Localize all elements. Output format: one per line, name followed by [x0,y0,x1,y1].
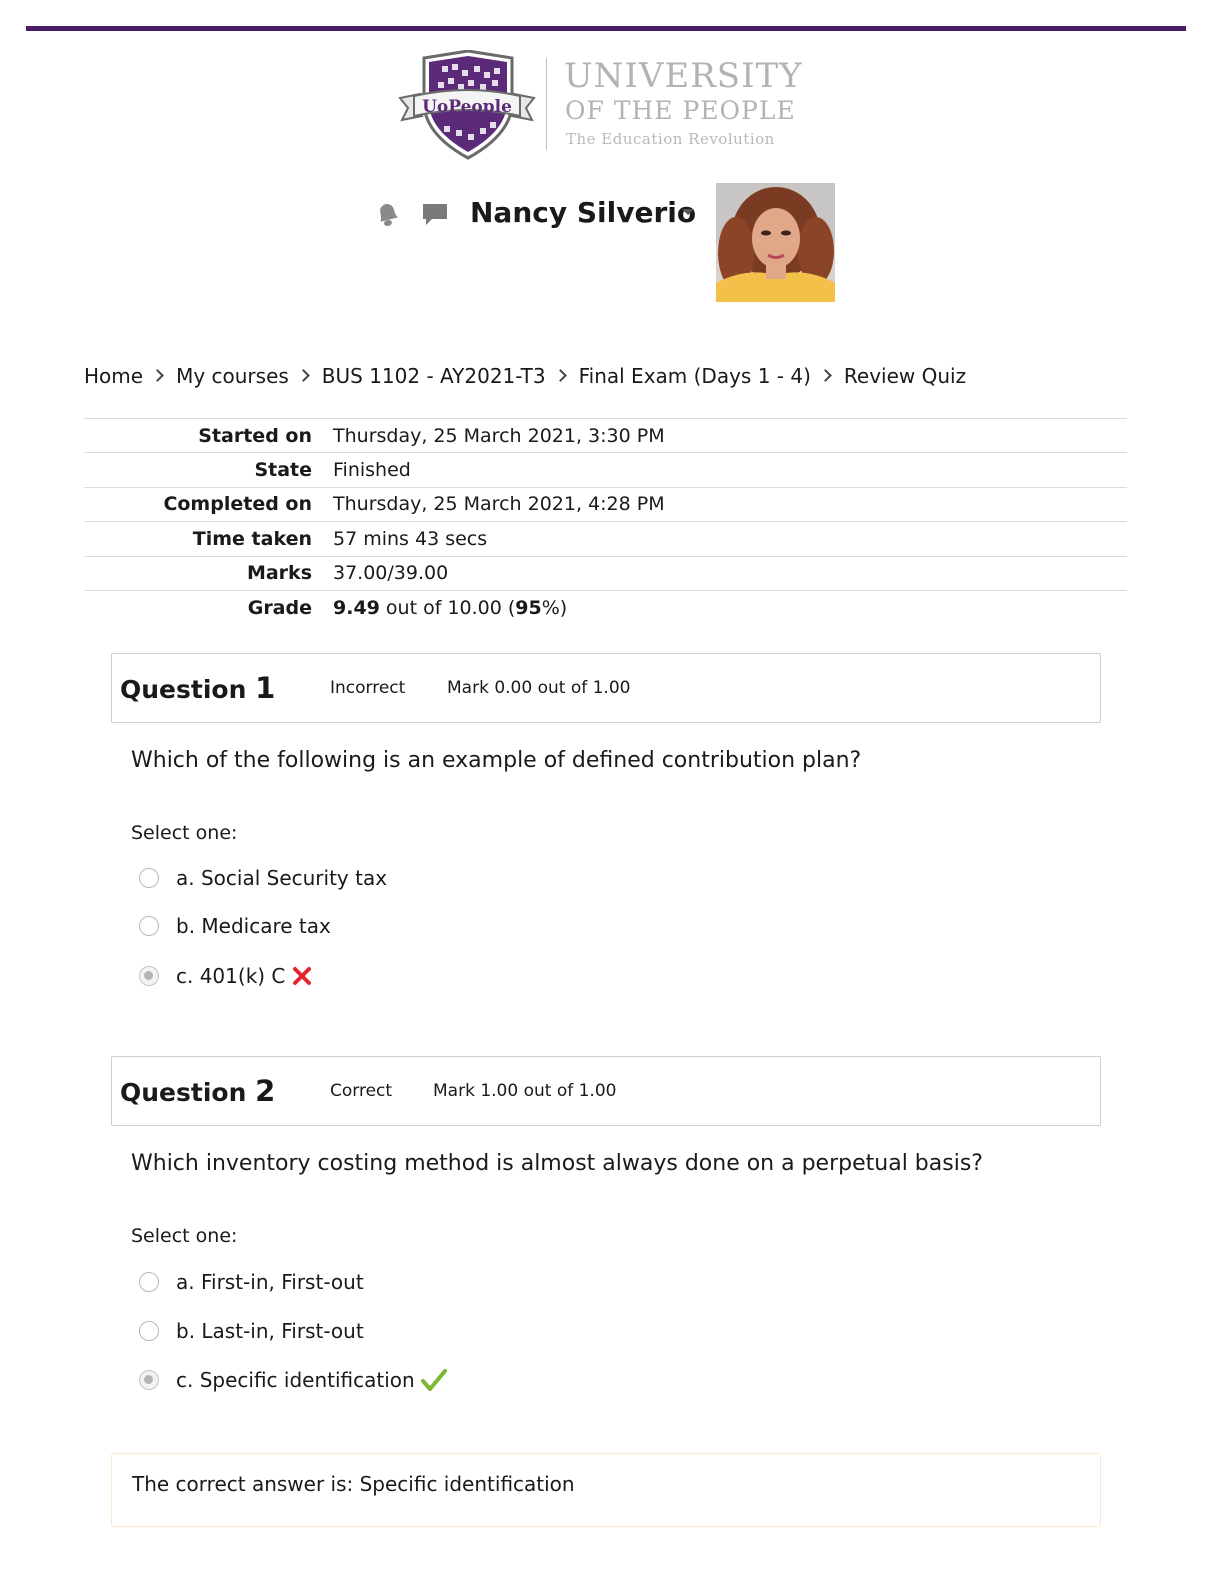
question-text: Which inventory costing method is almost always done on a perpetual basis? [131,1151,983,1176]
summary-label: Started on [198,424,312,447]
grade-close: %) [541,596,568,619]
chevron-right-icon [819,369,832,382]
answer-option[interactable] [139,1270,364,1294]
summary-label: Grade [247,596,312,619]
breadcrumb-course[interactable]: BUS 1102 - AY2021-T3 [321,364,546,388]
answer-option[interactable] [139,1319,364,1343]
top-accent-bar [26,26,1186,31]
summary-row-time-taken [84,521,1127,555]
answer-option-label: a. First-in, First-out [176,1270,364,1294]
summary-row-grade [84,590,1127,624]
answer-option-label: b. Medicare tax [176,914,331,938]
logo-divider [546,58,547,150]
answer-option[interactable] [139,964,313,988]
summary-label: Completed on [163,493,312,516]
breadcrumb [84,364,966,388]
site-logo[interactable] [398,50,818,162]
answer-option-label: c. Specific identification [176,1368,415,1392]
select-one-label: Select one: [131,1225,238,1247]
question-title [120,1074,275,1108]
correct-check-icon [421,1368,447,1392]
answer-option-label: b. Last-in, First-out [176,1319,364,1343]
answer-option[interactable] [139,914,331,938]
correct-answer-feedback: The correct answer is: Specific identification [111,1453,1101,1527]
summary-row-started-on [84,418,1127,452]
logo-text-of-the-people: OF THE PEOPLE [565,96,796,125]
breadcrumb-my-courses[interactable]: My courses [176,364,289,388]
question-state: Correct [330,1081,393,1101]
summary-label: Time taken [192,527,312,550]
summary-value: Finished [333,459,411,482]
radio-button-selected[interactable] [139,1370,159,1390]
answer-option-label: a. Social Security tax [176,866,388,890]
summary-value: Thursday, 25 March 2021, 3:30 PM [333,424,665,447]
breadcrumb-final-exam[interactable]: Final Exam (Days 1 - 4) [578,364,811,388]
logo-text-university: UNIVERSITY [564,56,803,96]
question-mark: Mark 0.00 out of 1.00 [447,678,631,698]
answer-option-label: c. 401(k) C [176,964,286,988]
grade-out-of: out of 10.00 ( [379,596,516,619]
logo-tagline: The Education Revolution [566,130,775,148]
summary-value: 37.00/39.00 [333,562,449,585]
question-mark: Mark 1.00 out of 1.00 [433,1081,617,1101]
radio-button[interactable] [139,868,159,888]
radio-button[interactable] [139,1321,159,1341]
breadcrumb-review-quiz[interactable]: Review Quiz [843,364,967,388]
uopeople-shield-logo [398,50,536,160]
summary-row-marks [84,556,1127,590]
question-title [120,671,275,705]
summary-row-state [84,452,1127,486]
summary-label: Marks [246,562,312,585]
chevron-right-icon [151,369,164,382]
chevron-right-icon [297,369,310,382]
quiz-summary-table [84,418,1127,624]
answer-option[interactable] [139,866,387,890]
breadcrumb-home[interactable]: Home [84,364,144,388]
caret-down-icon[interactable] [682,209,694,215]
answer-option[interactable] [139,1368,447,1392]
question-text: Which of the following is an example of defined contribution plan? [131,748,862,773]
user-menu-name[interactable]: Nancy Silverio [470,196,697,229]
grade-percent: 95 [515,596,542,619]
summary-label: State [254,459,312,482]
svg-text:UoPeople: UoPeople [422,97,512,117]
question-number: 1 [255,671,276,705]
question-header [111,653,1101,723]
chevron-right-icon [554,369,567,382]
incorrect-x-icon [291,965,313,987]
radio-button[interactable] [139,916,159,936]
question-state: Incorrect [330,678,406,698]
question-header [111,1056,1101,1126]
select-one-label: Select one: [131,822,238,844]
summary-value: Thursday, 25 March 2021, 4:28 PM [333,493,665,516]
summary-row-completed-on [84,487,1127,521]
user-avatar[interactable] [716,183,835,302]
question-title-label: Question [120,1078,256,1107]
question-title-label: Question [120,675,256,704]
summary-value [312,597,567,619]
radio-button-selected[interactable] [139,966,159,986]
question-number: 2 [255,1074,276,1108]
radio-button[interactable] [139,1272,159,1292]
grade-score: 9.49 [333,596,380,619]
chat-icon[interactable] [421,202,449,228]
summary-value: 57 mins 43 secs [333,527,488,550]
bell-icon[interactable] [374,201,400,229]
